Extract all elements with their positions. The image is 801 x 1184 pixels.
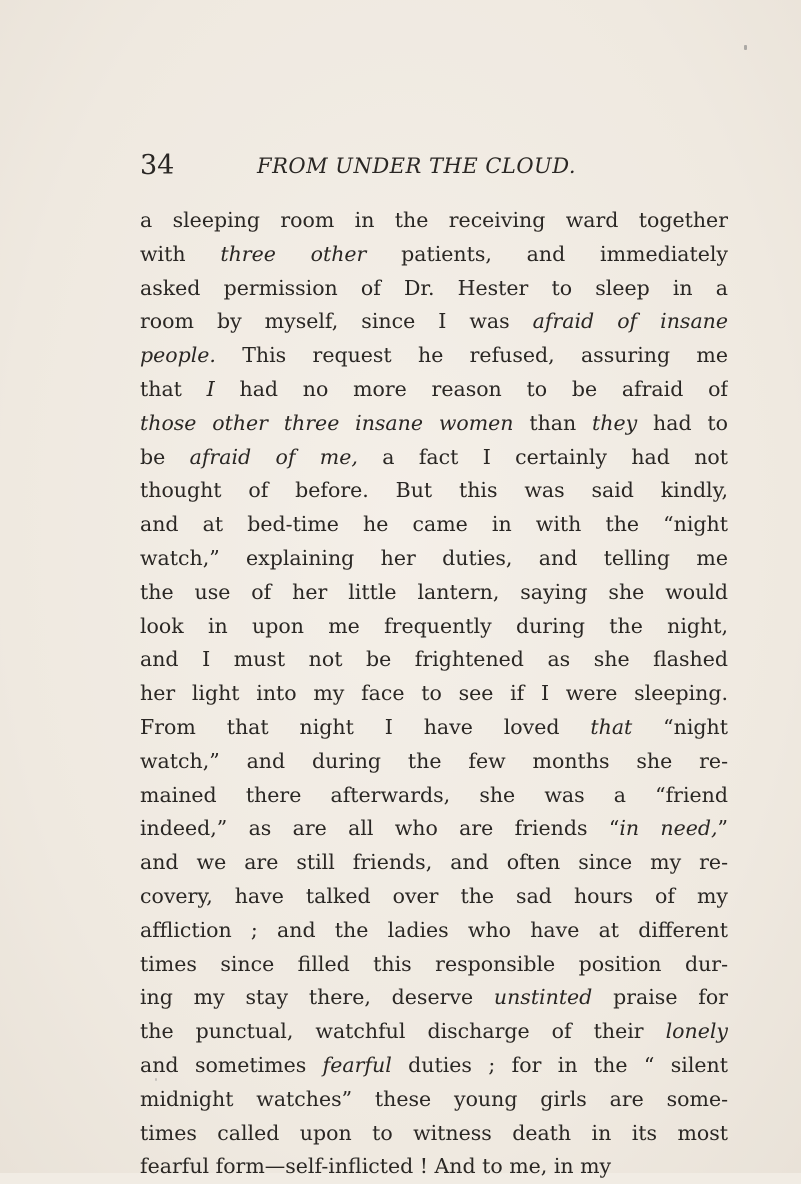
page-number: 34 (140, 150, 175, 181)
text-run: times called upon to witness death in its most (140, 1120, 728, 1145)
italic-text: those other three insane women (140, 410, 514, 435)
text-run: covery, have talked over the sad hours of my (140, 883, 728, 908)
text-run: “night (632, 714, 728, 739)
text-run: affliction ; and the ladies who have at different (140, 917, 728, 942)
text-line (140, 272, 728, 306)
text-run: praise for (592, 985, 728, 1010)
text-run: had to (637, 410, 728, 435)
text-run: This request he refused, assuring me (215, 343, 728, 368)
paper-speck (744, 45, 747, 50)
text-run: times since filled this responsible position dur- (140, 951, 728, 976)
text-line (140, 677, 728, 711)
italic-text: people. (140, 343, 216, 368)
text-line (140, 643, 728, 677)
text-run: duties ; for in the “ silent (391, 1052, 728, 1077)
italic-text: in need, (619, 816, 718, 841)
text-line (140, 914, 728, 948)
italic-text: unstinted (493, 985, 593, 1010)
text-line (140, 745, 728, 779)
text-line (140, 846, 728, 880)
text-line (140, 1049, 728, 1083)
text-line (140, 441, 728, 475)
italic-text: three other (220, 241, 367, 266)
text-run: a fact I certainly had not (357, 444, 728, 469)
text-line (140, 305, 728, 339)
text-run: watch,” explaining her duties, and telling me (140, 545, 728, 570)
running-title: FROM UNDER THE CLOUD. (257, 154, 577, 178)
italic-text: I (206, 376, 215, 401)
italic-text: that (590, 714, 633, 739)
text-run: look in upon me frequently during the night, (140, 613, 728, 638)
text-run: ing my stay there, deserve (140, 985, 494, 1010)
text-run: asked permission of Dr. Hester to sleep in a (140, 275, 728, 300)
italic-text: afraid of me, (189, 444, 358, 469)
text-line (140, 576, 728, 610)
text-run: than (513, 410, 593, 435)
text-line (140, 339, 728, 373)
text-run: patients, and immediately (366, 241, 728, 266)
text-run: that (140, 376, 207, 401)
text-run: midnight watches” these young girls are some- (140, 1086, 728, 1111)
text-line (140, 238, 728, 272)
text-run: room by myself, since I was (140, 309, 533, 334)
text-line (140, 779, 728, 813)
text-run: watch,” and during the few months she re- (140, 748, 728, 773)
text-line (140, 474, 728, 508)
text-run: a sleeping room in the receiving ward together (140, 208, 728, 232)
text-run: the use of her little lantern, saying she would (140, 579, 728, 604)
text-line (140, 1117, 728, 1151)
text-line (140, 948, 728, 982)
text-run: had no more reason to be afraid of (214, 376, 728, 401)
text-line (140, 711, 728, 745)
text-run: From that night I have loved (140, 714, 591, 739)
text-line (140, 610, 728, 644)
text-line (140, 508, 728, 542)
italic-text: afraid of insane (532, 309, 728, 334)
italic-text: they (592, 410, 638, 435)
text-line (140, 1150, 728, 1184)
text-line (140, 981, 728, 1015)
text-run: and I must not be frightened as she flashed (140, 647, 728, 672)
text-run: thought of before. But this was said kindly, (140, 478, 728, 503)
italic-text: fearful (322, 1052, 392, 1077)
text-line (140, 1083, 728, 1117)
text-line (140, 373, 728, 407)
text-run: and at bed-time he came in with the “night (140, 512, 728, 537)
text-run: mained there afterwards, she was a “friend (140, 782, 728, 807)
body-text (140, 204, 728, 1184)
text-run: indeed,” as are all who are friends “ (140, 816, 620, 841)
running-head (140, 148, 760, 184)
text-run: the punctual, watchful discharge of their (140, 1019, 666, 1044)
text-run: with (140, 241, 221, 266)
text-line (140, 880, 728, 914)
text-run: and sometimes (140, 1052, 323, 1077)
text-run: and we are still friends, and often since my re- (140, 850, 728, 875)
text-line (140, 1015, 728, 1049)
text-line (140, 542, 728, 576)
text-line (140, 204, 728, 238)
text-line (140, 812, 728, 846)
text-line (140, 407, 728, 441)
text-run: her light into my face to see if I were sleeping. (140, 681, 728, 706)
text-run: ” (717, 816, 728, 841)
text-run: fearful form—self-inflicted ! And to me, in my (140, 1154, 612, 1179)
italic-text: lonely (665, 1019, 728, 1044)
text-run: be (140, 444, 190, 469)
